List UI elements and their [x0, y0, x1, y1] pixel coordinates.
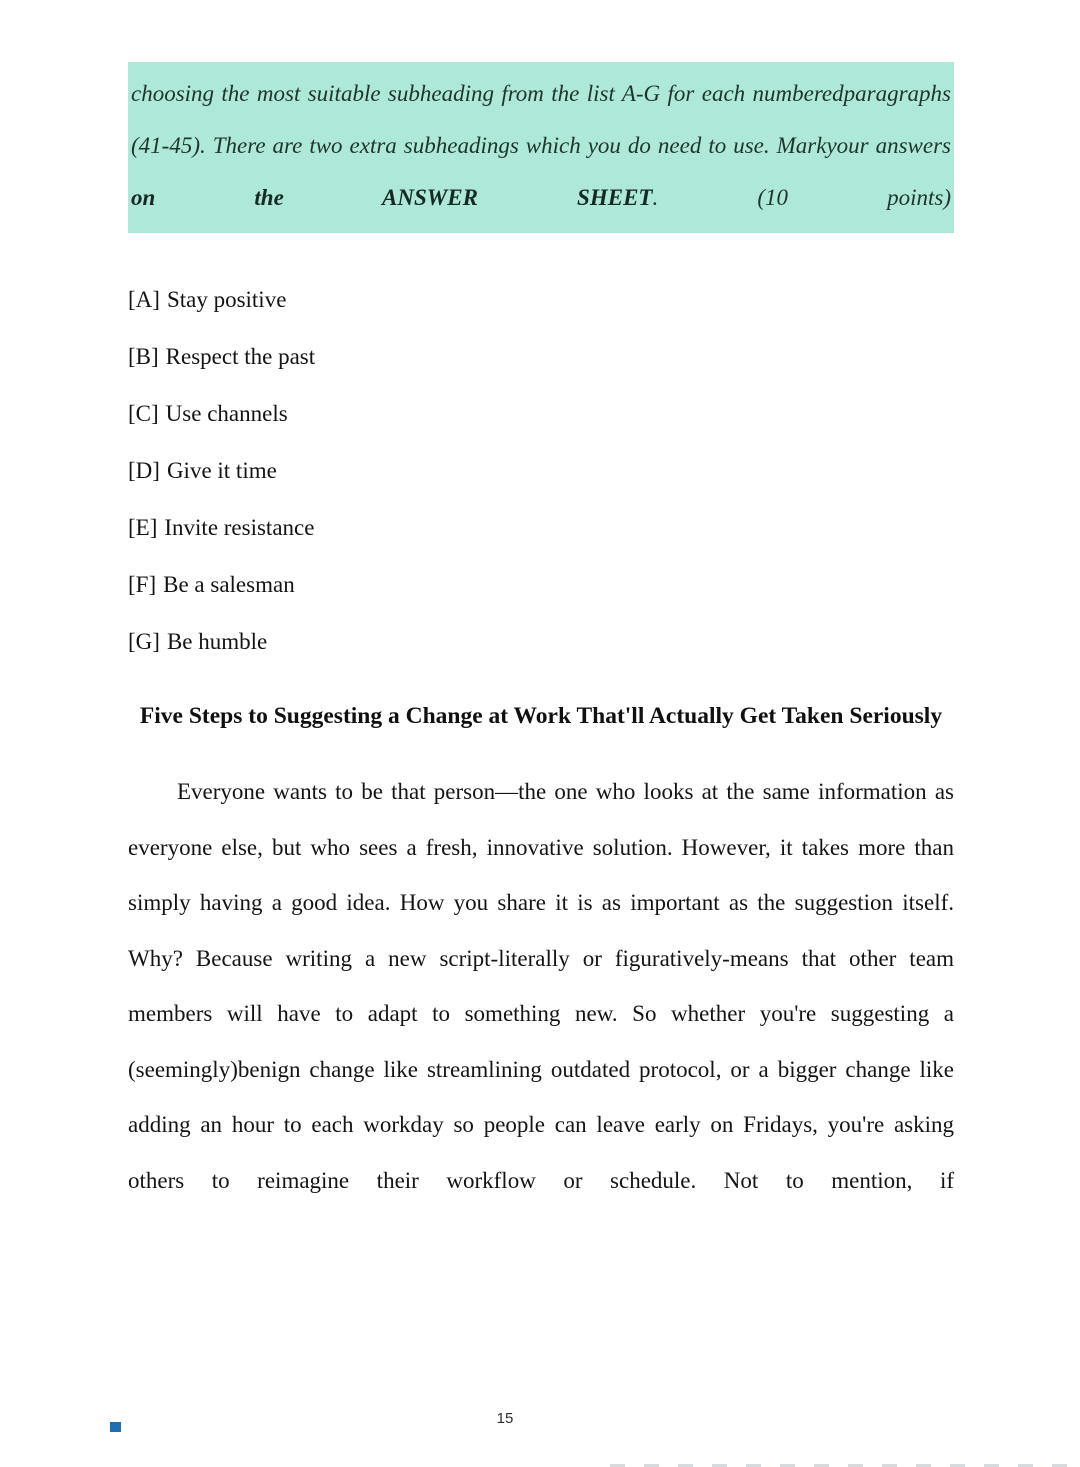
option-c-text: Use channels	[165, 401, 288, 426]
option-a-text: Stay positive	[166, 287, 287, 312]
option-d-label: [D]	[128, 458, 160, 483]
option-e-text: Invite resistance	[164, 515, 315, 540]
page-number: 15	[496, 1410, 514, 1427]
option-item-c	[128, 385, 954, 442]
option-e-label: [E]	[128, 515, 158, 540]
article-title: Five Steps to Suggesting a Change at Work That'll Actually Get Taken Seriously	[139, 703, 943, 729]
option-item-a	[128, 271, 954, 328]
page-content-column	[128, 0, 954, 1208]
option-item-b	[128, 328, 954, 385]
instructions-highlight-block	[128, 62, 954, 233]
option-d-text: Give it time	[166, 458, 277, 483]
option-f-text: Be a salesman	[163, 572, 295, 597]
article-body-paragraph: Everyone wants to be that person—the one who looks at the same information as everyone else, but who sees a fresh, innovative solution. However, it takes more than simply having a good idea. How you share it is as important as the suggestion itself. Why? Because writing a new script-literally or figuratively-means that other team members will have to adapt to something new. So whether you're suggesting a (seemingly)benign change like streamlining outdated protocol, or a bigger change like adding an hour to each workday so people can leave early on Fridays, you're asking others to reimagine their workflow or schedule. Not to mention, if	[128, 779, 954, 1193]
option-c-label: [C]	[128, 401, 159, 426]
option-item-e	[128, 499, 954, 556]
option-item-g	[128, 613, 954, 670]
subheading-options-list	[128, 271, 954, 670]
option-b-text: Respect the past	[165, 344, 316, 369]
option-g-text: Be humble	[166, 629, 268, 654]
instructions-text-lead: choosing the most suitable subheading from the list A-G for each numberedparagraphs (41-45). There are two extra subheadings which you do need to use. Markyour answers	[131, 81, 951, 158]
option-f-label: [F]	[128, 572, 157, 597]
instructions-bold-answer-sheet: on the ANSWER SHEET	[131, 185, 653, 210]
option-g-label: [G]	[128, 629, 160, 654]
option-b-label: [B]	[128, 344, 159, 369]
instructions-text-tail: . (10 points)	[652, 185, 951, 210]
option-item-d	[128, 442, 954, 499]
option-item-f	[128, 556, 954, 613]
option-a-label: [A]	[128, 287, 160, 312]
